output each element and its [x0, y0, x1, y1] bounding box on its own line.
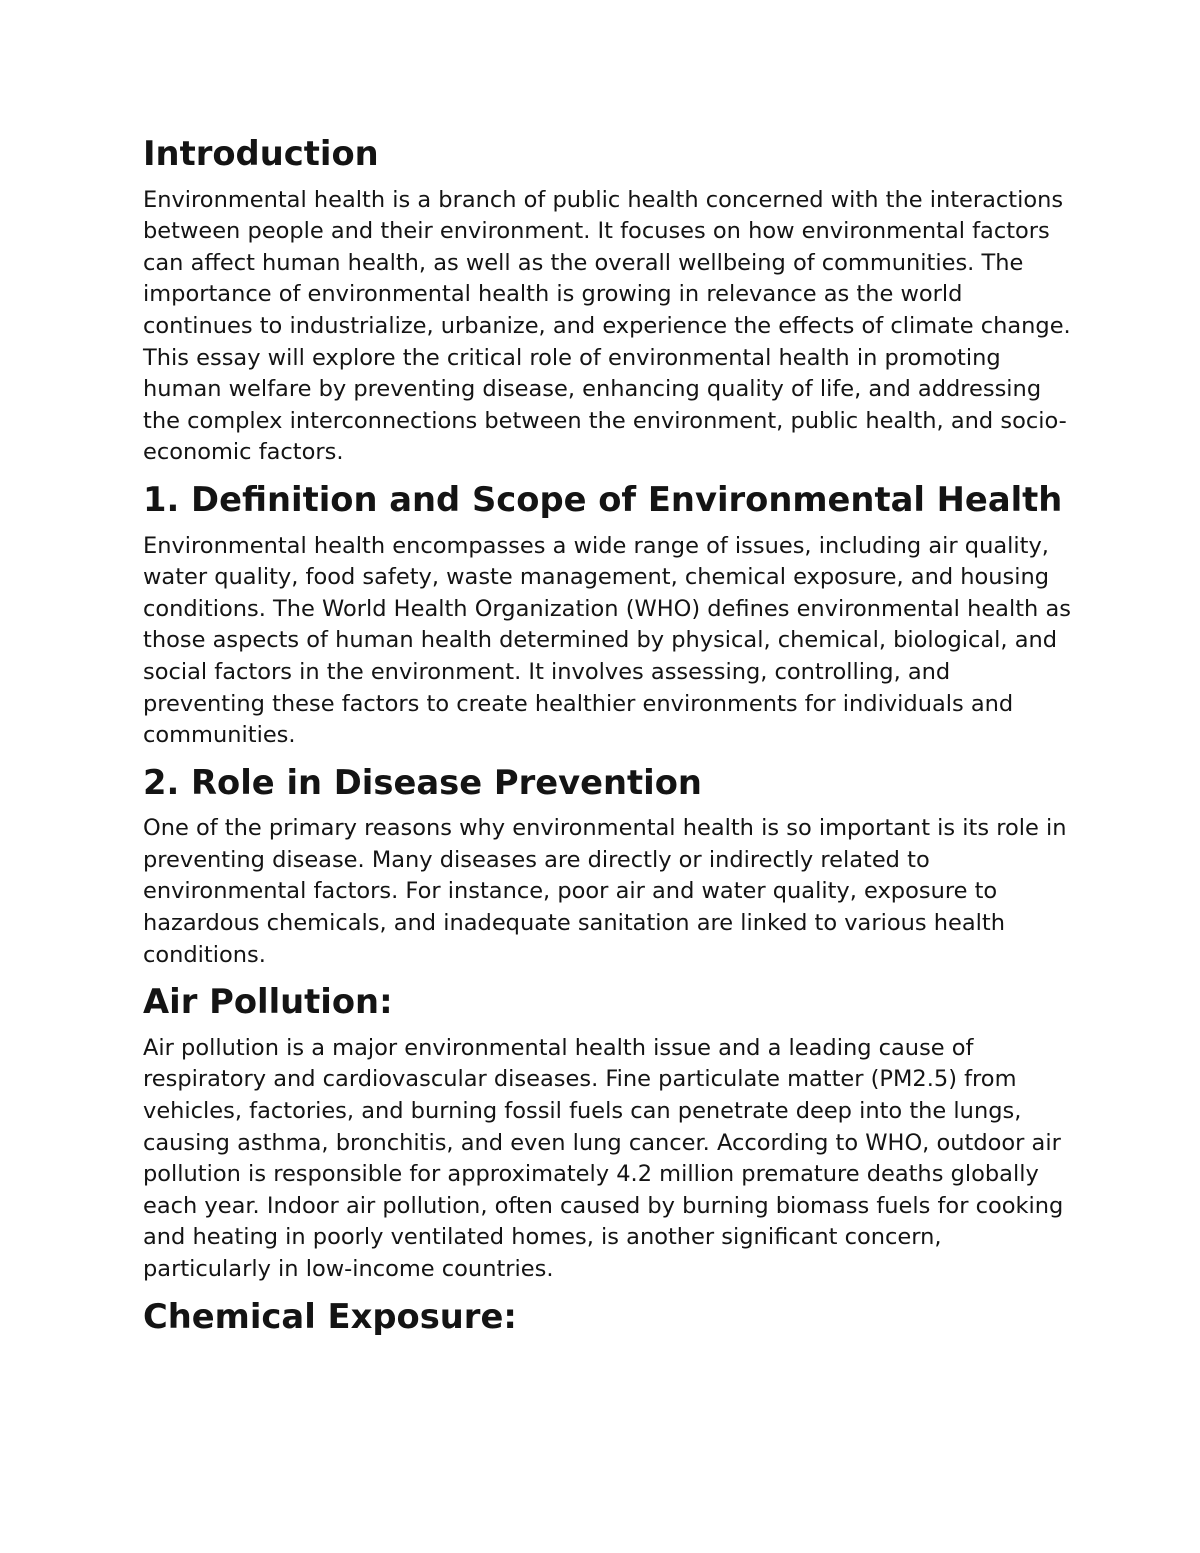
air-pollution-heading: Air Pollution:	[143, 982, 393, 1022]
introduction-heading: Introduction	[143, 134, 379, 173]
air-pollution-paragraph: Air pollution is a major environmental health issue and a leading cause of respiratory and cardiovascular diseases. Fine particulate matter (PM2.5) from vehicles, factories, and burning fossil fuels can penetrate deep into the lungs, causing asthma, bronchitis, and even lung cancer. According to WHO, outdoor air pollution is responsible for approximately 4.2 million premature deaths globally each year. Indoor air pollution, often caused by burning biomass fuels for cooking and heating in poorly ventilated homes, is another significant concern, particularly in low-income countries.	[143, 1034, 1064, 1282]
document-page	[143, 134, 1073, 1347]
introduction-paragraph: Environmental health is a branch of public health concerned with the interactions between people and their environment. It focuses on how environmental factors can affect human health, as well as the overall wellbeing of communities. The importance of environmental health is growing in relevance as the world continues to industrialize, urbanize, and experience the effects of climate change. This essay will explore the critical role of environmental health in promoting human welfare by preventing disease, enhancing quality of life, and addressing the complex interconnections between the environment, public health, and socio-economic factors.	[143, 186, 1071, 466]
disease-prevention-heading: 2. Role in Disease Prevention	[143, 762, 702, 802]
disease-prevention-paragraph: One of the primary reasons why environmental health is so important is its role in preventing disease. Many diseases are directly or indirectly related to environmental factors. For instance, poor air and water quality, exposure to hazardous chemicals, and inadequate sanitation are linked to various health conditions.	[143, 815, 1067, 968]
definition-scope-heading: 1. Definition and Scope of Environmental Health	[143, 479, 1063, 519]
definition-scope-paragraph: Environmental health encompasses a wide range of issues, including air quality, water quality, food safety, waste management, chemical exposure, and housing conditions. The World Health Organization (WHO) defines environmental health as those aspects of human health determined by physical, chemical, biological, and social factors in the environment. It involves assessing, controlling, and preventing these factors to create healthier environments for individuals and communities.	[143, 532, 1071, 749]
chemical-exposure-heading: Chemical Exposure:	[143, 1296, 517, 1336]
